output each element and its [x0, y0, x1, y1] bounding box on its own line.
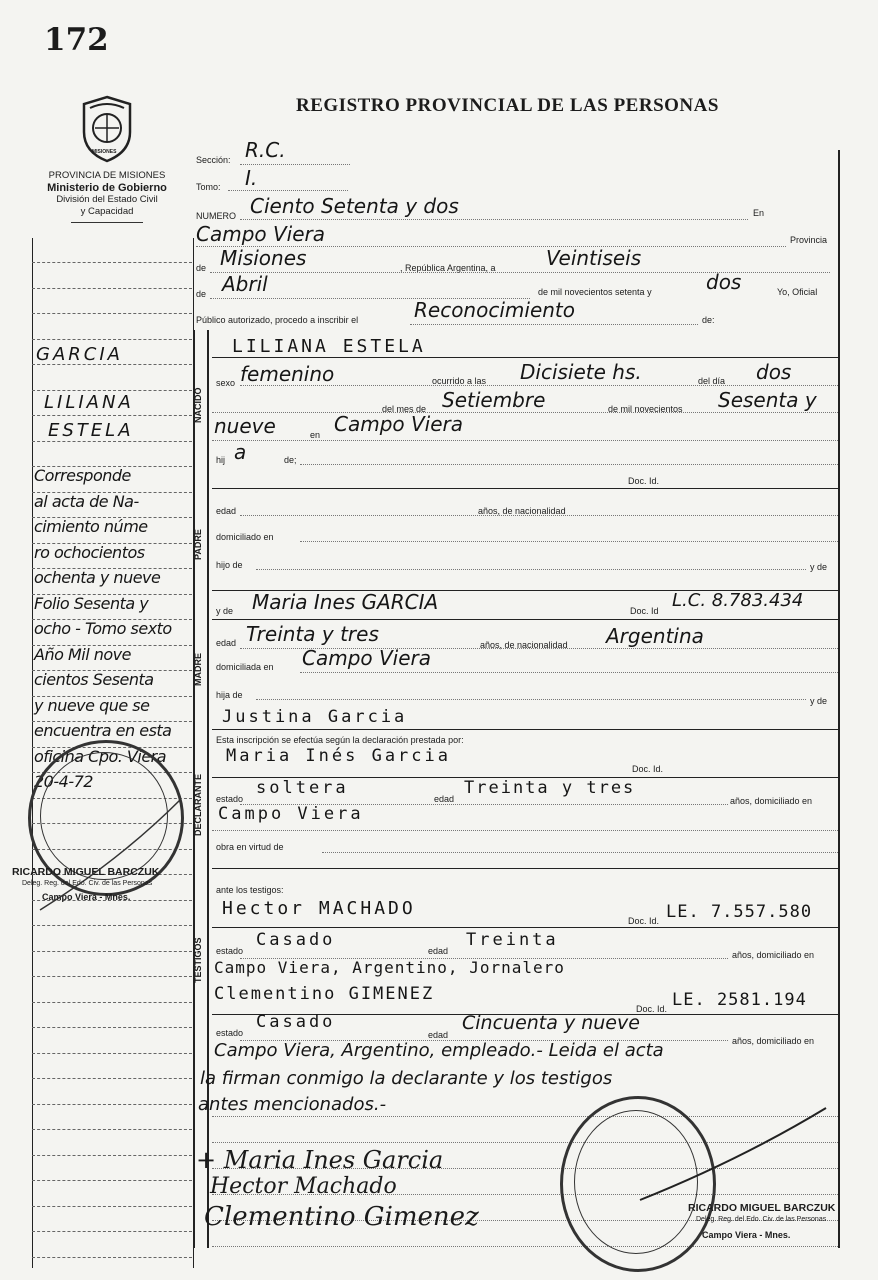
decl-estado-label: estado — [216, 794, 244, 804]
seccion-value: R.C. — [245, 138, 286, 162]
province-name: PROVINCIA DE MISIONES — [48, 170, 166, 181]
t2-dom-label: años, domiciliado en — [732, 1036, 815, 1046]
mes-value: Abril — [222, 272, 268, 296]
closing-line-2: antes mencionados.- — [198, 1094, 387, 1115]
section-madre: MADRE — [193, 653, 203, 687]
right-stamp-line2: Deleg. Reg. del Edo. Civ. de las Personas — [696, 1216, 827, 1223]
madre-dom-value: Campo Viera — [302, 646, 432, 670]
padre-y-de-label: y de — [810, 562, 828, 572]
sexo-label: sexo — [216, 378, 236, 388]
page-number: 172 — [44, 22, 109, 58]
margin-note-line: y nueve que se — [34, 695, 150, 715]
publico-label: Público autorizado, procedo a inscribir el — [196, 315, 359, 325]
section-declarante: DECLARANTE — [193, 774, 203, 836]
section-padre: PADRE — [193, 529, 203, 561]
obra-label: obra en virtud de — [216, 842, 284, 852]
t2-doc-label: Doc. Id. — [636, 1004, 668, 1014]
ocurrido-label: ocurrido a las — [432, 376, 487, 386]
testigos-label: ante los testigos: — [216, 885, 284, 895]
t1-nombre-value: Hector MACHADO — [222, 898, 416, 919]
margin-note-line: Año Mil nove — [34, 644, 131, 664]
margin-name-1: LILIANA — [44, 392, 134, 413]
left-stamp-name: RICARDO MIGUEL BARCZUK — [12, 866, 160, 878]
emblem-text: MISIONES — [92, 149, 117, 155]
registry-title: REGISTRO PROVINCIAL DE LAS PERSONAS — [296, 95, 719, 116]
madre-edad-value: Treinta y tres — [246, 622, 379, 646]
sexo-value: femenino — [240, 362, 335, 386]
mil-nov-label: de mil novecientos — [608, 404, 683, 414]
madre-dom-label: domiciliada en — [216, 662, 274, 672]
seccion-label: Sección: — [196, 155, 231, 165]
margin-note-line: 20-4-72 — [34, 772, 93, 791]
doc-id-label: Doc. Id. — [628, 476, 660, 486]
left-stamp-line2: Deleg. Reg. del Edo. Civ. de las Personas — [22, 880, 153, 887]
t1-dom-value: Campo Viera, Argentino, Jornalero — [214, 958, 565, 977]
declarante-doc-label: Doc. Id. — [632, 764, 664, 774]
decl-edad-value: Treinta y tres — [464, 778, 636, 798]
nombre-value: LILIANA ESTELA — [232, 336, 426, 357]
madre-hija-label: hija de — [216, 690, 243, 700]
margin-note-line: Corresponde — [34, 466, 131, 485]
t1-dom-label: años, domiciliado en — [732, 950, 815, 960]
madre-y-de-label: y de — [216, 606, 234, 616]
decl-dom-value: Campo Viera — [218, 804, 364, 824]
padre-edad-label: edad — [216, 506, 237, 516]
t1-estado-value: Casado — [256, 930, 336, 950]
lugar-value: Campo Viera — [196, 222, 326, 246]
mil-setenta-label: de mil novecientos setenta y — [538, 287, 652, 297]
t2-dom-value: Campo Viera, Argentino, empleado.- Leida el acta — [214, 1040, 664, 1061]
numero-value: Ciento Setenta y dos — [250, 194, 459, 218]
madre-edad-label: edad — [216, 638, 237, 648]
de-label: de — [196, 263, 207, 273]
de-label-2: de — [196, 289, 207, 299]
margin-note-line: cimiento núme — [34, 517, 148, 536]
anio-nac-value: Sesenta y — [718, 388, 817, 412]
hij-label: hij — [216, 455, 226, 465]
t1-doc-label: Doc. Id. — [628, 916, 660, 926]
t1-edad-value: Treinta — [466, 930, 559, 950]
del-mes-label: del mes de — [382, 404, 427, 414]
margin-note-line: encuentra en esta — [34, 721, 172, 740]
division-name-2: y Capacidad — [80, 206, 134, 217]
margin-note-line: oficina Cpo. Viera — [34, 746, 167, 766]
margin-note-line: al acta de Na- — [34, 491, 139, 511]
section-nacido: NACIDO — [193, 387, 203, 423]
anio-nac-2-value: nueve — [214, 414, 276, 438]
en-label: En — [753, 208, 765, 218]
madre-y-de-label-2: y de — [810, 696, 828, 706]
t1-estado-label: estado — [216, 946, 244, 956]
signature-testigo-1: Hector Machado — [210, 1174, 397, 1199]
declaracion-label: Esta inscripción se efectúa según la declaración prestada por: — [216, 735, 464, 745]
abuela-value: Justina Garcia — [222, 707, 408, 727]
section-testigos: TESTIGOS — [193, 937, 203, 983]
acto-value: Reconocimiento — [414, 298, 575, 322]
padre-hijo-label: hijo de — [216, 560, 243, 570]
de-semicolon-label: de; — [284, 455, 297, 465]
margin-note-line: ro ochocientos — [34, 542, 145, 562]
numero-label: NUMERO — [196, 211, 236, 221]
left-stamp-line3: Campo Viera - Mnes. — [42, 892, 131, 902]
t2-nombre-value: Clementino GIMENEZ — [214, 984, 435, 1004]
margin-note-line: Folio Sesenta y — [34, 593, 149, 613]
provincia-value: Misiones — [220, 246, 307, 270]
del-dia-label: del día — [698, 376, 726, 386]
madre-nombre-value: Maria Ines GARCIA — [252, 590, 439, 614]
en-label-2: en — [310, 430, 321, 440]
right-stamp-line3: Campo Viera - Mnes. — [702, 1230, 791, 1240]
t2-edad-label: edad — [428, 1030, 449, 1040]
t2-edad-value: Cincuenta y nueve — [462, 1012, 640, 1034]
yo-oficial-label: Yo, Oficial — [777, 287, 818, 297]
margin-name-2: ESTELA — [48, 420, 134, 441]
tomo-label: Tomo: — [196, 182, 221, 192]
hij-suffix: a — [234, 440, 247, 464]
decl-estado-value: soltera — [256, 778, 349, 798]
anio-value: dos — [706, 270, 742, 294]
right-stamp-name: RICARDO MIGUEL BARCZUK — [688, 1202, 836, 1214]
de-colon-label: de: — [702, 315, 715, 325]
margin-note-line: cientos Sesenta — [34, 670, 154, 689]
hora-value: Dicisiete hs. — [520, 360, 642, 384]
t2-estado-value: Casado — [256, 1012, 336, 1032]
decl-edad-label: edad — [434, 794, 455, 804]
padre-nac-label: años, de nacionalidad — [478, 506, 566, 516]
madre-doc-label: Doc. Id — [630, 606, 659, 616]
signature-testigo-2: Clementino Gimenez — [204, 1202, 479, 1232]
provincia-label: Provincia — [790, 235, 828, 245]
t2-estado-label: estado — [216, 1028, 244, 1038]
decl-dom-label: años, domiciliado en — [730, 796, 813, 806]
tomo-value: I. — [245, 166, 258, 190]
dia-value: Veintiseis — [546, 246, 642, 270]
dia-nac-value: dos — [756, 360, 792, 384]
declarante-value: Maria Inés Garcia — [226, 746, 451, 766]
t2-doc-value: LE. 2581.194 — [672, 990, 807, 1010]
madre-nac-label: años, de nacionalidad — [480, 640, 568, 650]
ministry-name: Ministerio de Gobierno — [47, 182, 167, 194]
division-name: División del Estado Civil — [56, 194, 158, 205]
margin-note-line: ocho - Tomo sexto — [34, 619, 172, 638]
margin-note-line: ochenta y nueve — [34, 568, 161, 587]
republica-label: , República Argentina, a — [400, 263, 496, 273]
margin-surname: GARCIA — [36, 344, 123, 365]
signature-declarante: + Maria Ines Garcia — [196, 1146, 444, 1174]
lugar-nac-value: Campo Viera — [334, 412, 464, 436]
closing-line-1: la firman conmigo la declarante y los testigos — [200, 1068, 613, 1089]
padre-dom-label: domiciliado en — [216, 532, 274, 542]
madre-nac-value: Argentina — [606, 624, 704, 648]
madre-doc-value: L.C. 8.783.434 — [672, 590, 804, 611]
mes-nac-value: Setiembre — [442, 388, 546, 412]
t1-doc-value: LE. 7.557.580 — [666, 902, 813, 922]
t1-edad-label: edad — [428, 946, 449, 956]
